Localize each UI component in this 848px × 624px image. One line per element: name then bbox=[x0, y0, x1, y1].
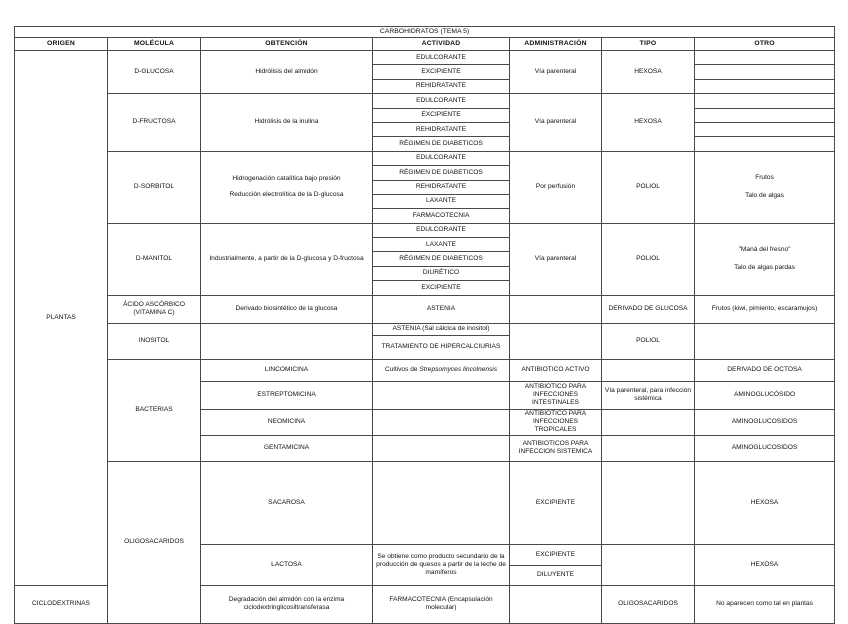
tipo-ciclodextrinas: OLIGOSACARIDOS bbox=[602, 585, 695, 623]
molecule-gentamicina: GENTAMICINA bbox=[201, 435, 373, 461]
actividad-dfructosa-3: REHIDRATANTE bbox=[373, 122, 510, 136]
molecule-ciclodextrinas: CICLODEXTRINAS bbox=[15, 585, 108, 623]
actividad-dmanitol-1: EDULCORANTE bbox=[373, 223, 510, 237]
carbohidratos-table bbox=[14, 26, 835, 624]
tipo-inositol: POLIOL bbox=[602, 323, 695, 359]
actividad-lincomicina: ANTIBIOTICO ACTIVO bbox=[510, 359, 602, 381]
otro-cell bbox=[695, 94, 835, 108]
obtencion-cell bbox=[373, 461, 510, 544]
obtencion-dsorbitol bbox=[201, 151, 373, 223]
obtencion-cell bbox=[373, 409, 510, 435]
obtencion-cell bbox=[373, 381, 510, 409]
tipo-gentamicina: AMINOGLUCOSIDOS bbox=[695, 435, 835, 461]
tipo-dfructosa: HEXOSA bbox=[602, 94, 695, 152]
obtencion-dsorbitol-line2: Reducción electrolítica de la D-glucosa bbox=[229, 191, 344, 199]
actividad-dsorbitol-1: EDULCORANTE bbox=[373, 151, 510, 165]
otro-dmanitol-line1: "Maná del fresno" bbox=[738, 245, 791, 253]
otro-cell bbox=[695, 108, 835, 122]
admin-dglucosa: Vía parenteral bbox=[510, 51, 602, 94]
actividad-dglucosa-2: EXCIPIENTE bbox=[373, 65, 510, 79]
actividad-dfructosa-2: EXCIPIENTE bbox=[373, 108, 510, 122]
molecule-neomicina: NEOMICINA bbox=[201, 409, 373, 435]
admin-cell bbox=[602, 461, 695, 544]
admin-dmanitol: Vía parenteral bbox=[510, 223, 602, 295]
otro-cell bbox=[695, 51, 835, 65]
actividad-dmanitol-4: DIURÉTICO bbox=[373, 266, 510, 280]
admin-cell bbox=[602, 409, 695, 435]
obtencion-lincomicina bbox=[373, 359, 510, 381]
otro-dsorbitol-line2: Talo de algas bbox=[745, 192, 784, 200]
header-tipo: TIPO bbox=[602, 38, 695, 51]
header-administracion: ADMINISTRACIÓN bbox=[510, 38, 602, 51]
actividad-inositol-1: ASTENIA (Sal cálcica de inositol) bbox=[373, 323, 510, 335]
molecule-dsorbitol: D-SORBITOL bbox=[108, 151, 201, 223]
obtencion-dglucosa: Hidrólisis del almidón bbox=[201, 51, 373, 94]
actividad-dsorbitol-4: LAXANTE bbox=[373, 194, 510, 208]
actividad-ciclodextrinas: FARMACOTECNIA (Encapsulación molecular) bbox=[373, 585, 510, 623]
tipo-sacarosa: HEXOSA bbox=[695, 461, 835, 544]
tipo-ascorbico: DERIVADO DE GLUCOSA bbox=[602, 295, 695, 323]
otro-dsorbitol-line1: Frutos bbox=[755, 173, 774, 181]
header-obtencion: OBTENCIÓN bbox=[201, 38, 373, 51]
obtencion-dfructosa: Hidrólisis de la inulina bbox=[201, 94, 373, 152]
actividad-dsorbitol-3: REHIDRATANTE bbox=[373, 180, 510, 194]
admin-cell bbox=[602, 435, 695, 461]
admin-dfructosa: Vía parenteral bbox=[510, 94, 602, 152]
actividad-dmanitol-5: EXCIPIENTE bbox=[373, 281, 510, 295]
tipo-neomicina: AMINOGLUCOSIDOS bbox=[695, 409, 835, 435]
actividad-dmanitol-3: RÉGIMEN DE DIABETICOS bbox=[373, 252, 510, 266]
actividad-neomicina: ANTIBIOTICO PARA INFECCIONES TROPICALES bbox=[510, 409, 602, 435]
actividad-dfructosa-1: EDULCORANTE bbox=[373, 94, 510, 108]
origin-oligosacaridos: OLIGOSACARIDOS bbox=[108, 461, 201, 623]
tipo-dsorbitol: POLIOL bbox=[602, 151, 695, 223]
header-actividad: ACTIVIDAD bbox=[373, 38, 510, 51]
obtencion-cell bbox=[373, 435, 510, 461]
actividad-dmanitol-2: LAXANTE bbox=[373, 238, 510, 252]
molecule-dmanitol: D-MANITOL bbox=[108, 223, 201, 295]
origin-bacterias: BACTERIAS bbox=[108, 359, 201, 461]
molecule-dfructosa: D-FRUCTOSA bbox=[108, 94, 201, 152]
actividad-ascorbico: ASTENIA bbox=[373, 295, 510, 323]
molecule-lactosa: LACTOSA bbox=[201, 544, 373, 585]
admin-cell bbox=[510, 585, 602, 623]
header-otro: OTRO bbox=[695, 38, 835, 51]
actividad-dglucosa-3: REHIDRATANTE bbox=[373, 79, 510, 93]
obtencion-lincomicina-species: Strepsomyces lincolnensis bbox=[419, 366, 498, 374]
table-title: CARBOHIDRATOS (TEMA 5) bbox=[15, 27, 835, 38]
obtencion-cell bbox=[201, 323, 373, 359]
actividad-dsorbitol-5: FARMACOTECNIA bbox=[373, 209, 510, 223]
obtencion-ciclodextrinas: Degradación del almidón con la enzima ciclodextringlicosiltransferasa bbox=[201, 585, 373, 623]
obtencion-dmanitol: Industrialmente, a partir de la D-glucosa y D-fructosa bbox=[201, 223, 373, 295]
molecule-lincomicina: LINCOMICINA bbox=[201, 359, 373, 381]
header-molecula: MOLÉCULA bbox=[108, 38, 201, 51]
admin-cell bbox=[602, 359, 695, 381]
admin-estreptomicina: Vía parenteral, para infección sistémica bbox=[602, 381, 695, 409]
tipo-dmanitol: POLIOL bbox=[602, 223, 695, 295]
obtencion-dsorbitol-line1: Hidrogenación catalítica bajo presión bbox=[232, 174, 341, 182]
tipo-estreptomicina: AMINOGLUCÓSIDO bbox=[695, 381, 835, 409]
actividad-dfructosa-4: RÉGIMEN DE DIABETICOS bbox=[373, 137, 510, 151]
actividad-gentamicina: ANTIBIOTICOS PARA INFECCION SISTEMICA bbox=[510, 435, 602, 461]
molecule-ascorbico: ÁCIDO ASCÓRBICO (VITAMINA C) bbox=[108, 295, 201, 323]
molecule-dglucosa: D-GLUCOSA bbox=[108, 51, 201, 94]
otro-dmanitol-line2: Talo de algas pardas bbox=[734, 264, 795, 272]
actividad-inositol-2: TRATAMIENTO DE HIPERCALCIURIAS bbox=[373, 335, 510, 359]
molecule-inositol: INOSITOL bbox=[108, 323, 201, 359]
otro-dmanitol bbox=[695, 223, 835, 295]
actividad-estreptomicina: ANTIBIOTICO PARA INFECCIONES INTESTINALES bbox=[510, 381, 602, 409]
tipo-dglucosa: HEXOSA bbox=[602, 51, 695, 94]
obtencion-lincomicina-prefix: Cultivos de bbox=[384, 366, 420, 374]
obtencion-ascorbico: Derivado biosintético de la glucosa bbox=[201, 295, 373, 323]
obtencion-lactosa: Se obtiene como producto secundario de la producción de quesos a partir de la leche de mamíferos bbox=[373, 544, 510, 585]
otro-ciclodextrinas: No aparecen como tal en plantas bbox=[695, 585, 835, 623]
tipo-lincomicina: DERIVADO DE OCTOSA bbox=[695, 359, 835, 381]
otro-cell bbox=[695, 137, 835, 151]
actividad-dglucosa-1: EDULCORANTE bbox=[373, 51, 510, 65]
otro-ascorbico: Frutos (kiwi, pimiento, escaramujos) bbox=[695, 295, 835, 323]
actividad-dsorbitol-2: RÉGIMEN DE DIABETICOS bbox=[373, 166, 510, 180]
actividad-sacarosa: EXCIPIENTE bbox=[510, 461, 602, 544]
admin-cell bbox=[510, 323, 602, 359]
otro-cell bbox=[695, 79, 835, 93]
molecule-estreptomicina: ESTREPTOMICINA bbox=[201, 381, 373, 409]
tipo-lactosa: HEXOSA bbox=[695, 544, 835, 585]
admin-dsorbitol: Por perfusión bbox=[510, 151, 602, 223]
otro-cell bbox=[695, 65, 835, 79]
otro-cell bbox=[695, 122, 835, 136]
header-origen: ORIGEN bbox=[15, 38, 108, 51]
admin-cell bbox=[510, 295, 602, 323]
actividad-lactosa-1: EXCIPIENTE bbox=[510, 544, 602, 565]
actividad-lactosa-2: DILUYENTE bbox=[510, 565, 602, 585]
molecule-sacarosa: SACAROSA bbox=[201, 461, 373, 544]
admin-cell bbox=[602, 544, 695, 585]
otro-dsorbitol bbox=[695, 151, 835, 223]
otro-cell bbox=[695, 323, 835, 359]
origin-plantas: PLANTAS bbox=[15, 51, 108, 586]
